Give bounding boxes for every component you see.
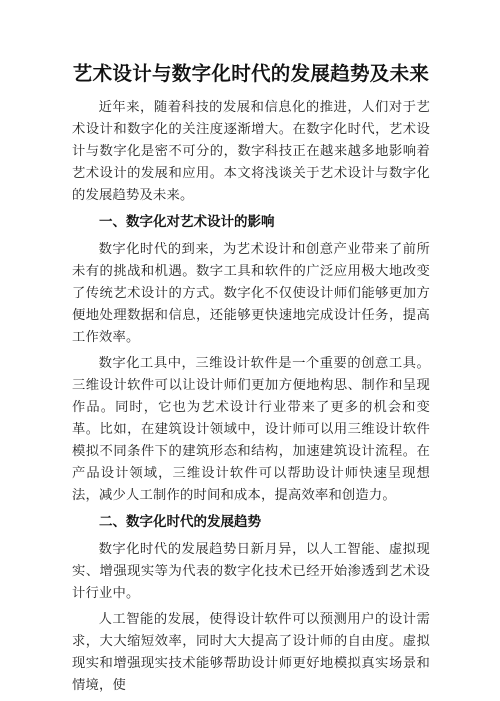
intro-paragraph: 近年来，随着科技的发展和信息化的推进，人们对于艺术设计和数字化的关注度逐渐增大。在数字化时代，艺术设计与数字化是密不可分的，数字科技正在越来越多地影响着艺术设计的发展和应用。本文将浅谈关于艺术设计与数字化的发展趋势及未来。 [72,100,430,203]
section-1-paragraph-1: 数字化时代的到来，为艺术设计和创意产业带来了前所未有的挑战和机遇。数字工具和软件的广泛应用极大地改变了传统艺术设计的方式。数字化不仅使设计师们能够更加方便地处理数据和信息，还能够更快速地完成设计任务，提高工作效率。 [72,242,430,345]
document-title: 艺术设计与数字化时代的发展趋势及未来 [72,62,430,85]
document-page [72,58,430,701]
section-1-paragraph-2: 数字化工具中，三维设计软件是一个重要的创意工具。三维设计软件可以让设计师们更加方便地构思、制作和呈现作品。同时，它也为艺术设计行业带来了更多的机会和变革。比如，在建筑设计领域中，设计师可以用三维设计软件模拟不同条件下的建筑形态和结构，加速建筑设计流程。在产品设计领域，三维设计软件可以帮助设计师快速呈现想法，减少人工制作的时间和成本，提高效率和创造力。 [72,356,430,503]
section-2-paragraph-1: 数字化时代的发展趋势日新月异，以人工智能、虚拟现实、增强现实等为代表的数字化技术已经开始渗透到艺术设计行业中。 [72,542,430,601]
section-2-heading: 二、数字化时代的发展趋势 [99,514,261,530]
section-2-paragraph-2: 人工智能的发展，使得设计软件可以预测用户的设计需求，大大缩短效率，同时大大提高了设计师的自由度。虚拟现实和增强现实技术能够帮助设计师更好地模拟真实场景和情境，使 [72,612,430,693]
section-1-heading: 一、数字化对艺术设计的影响 [99,214,275,230]
